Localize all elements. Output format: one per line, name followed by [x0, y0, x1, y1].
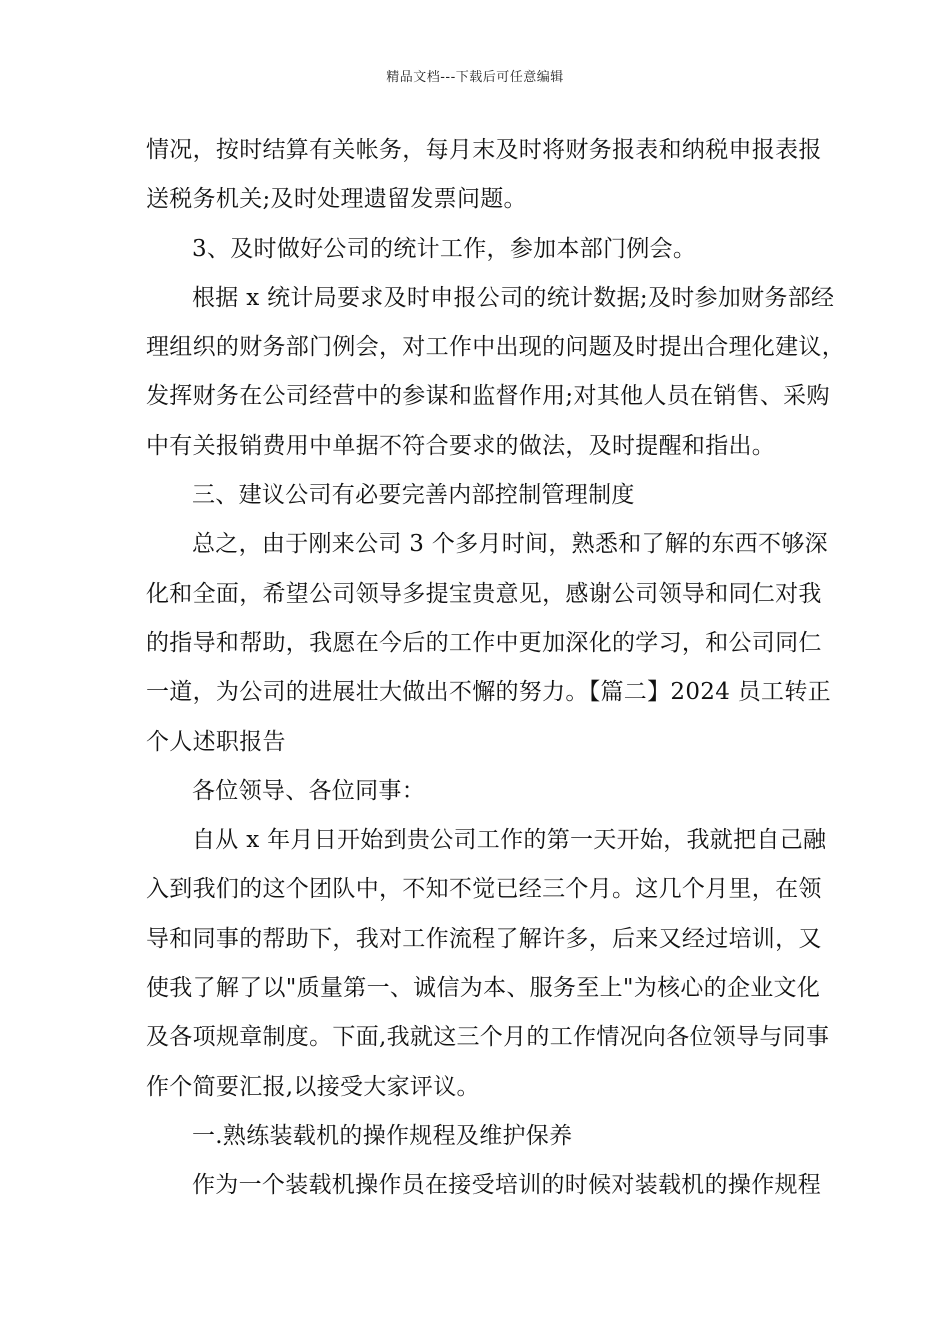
text-line: 及各项规章制度。下面,我就这三个月的工作情况向各位领导与同事	[146, 1024, 830, 1051]
paragraph-first-line: 总之，由于刚来公司 3 个多月时间，熟悉和了解的东西不够深	[192, 531, 828, 558]
text-line: 个人述职报告	[146, 728, 286, 755]
text-line: 发挥财务在公司经营中的参谋和监督作用;对其他人员在销售、采购	[146, 383, 830, 410]
page-header: 精品文档---下载后可任意编辑	[386, 70, 564, 85]
text-line: 送税务机关;及时处理遗留发票问题。	[146, 186, 527, 213]
section-heading: 一.熟练装载机的操作规程及维护保养	[192, 1122, 573, 1149]
paragraph-first-line: 作为一个装载机操作员在接受培训的时候对装载机的操作规程	[192, 1172, 822, 1199]
text-line: 化和全面，希望公司领导多提宝贵意见，感谢公司领导和同仁对我	[146, 580, 822, 607]
text-line: 作个简要汇报,以接受大家评议。	[146, 1073, 480, 1100]
document-body	[146, 126, 845, 1211]
paragraph-first-line: 根据 x 统计局要求及时申报公司的统计数据;及时参加财务部经	[192, 284, 835, 311]
section-heading: 3、及时做好公司的统计工作，参加本部门例会。	[192, 235, 697, 262]
text-line: 的指导和帮助，我愿在今后的工作中更加深化的学习，和公司同仁	[146, 629, 822, 656]
text-line: 一道，为公司的进展壮大做出不懈的努力。【篇二】2024 员工转正	[146, 679, 831, 706]
text-line: 使我了解了以"质量第一、诚信为本、服务至上"为核心的企业文化	[146, 975, 821, 1002]
section-heading: 三、建议公司有必要完善内部控制管理制度	[192, 482, 635, 509]
salutation: 各位领导、各位同事：	[192, 777, 425, 804]
text-line: 理组织的财务部门例会，对工作中出现的问题及时提出合理化建议，	[146, 334, 845, 361]
text-line: 中有关报销费用中单据不符合要求的做法，及时提醒和指出。	[146, 432, 776, 459]
text-line: 导和同事的帮助下，我对工作流程了解许多，后来又经过培训，又	[146, 925, 822, 952]
text-line: 入到我们的这个团队中，不知不觉已经三个月。这几个月里，在领	[146, 876, 822, 903]
paragraph-first-line: 自从 x 年月日开始到贵公司工作的第一天开始，我就把自己融	[192, 827, 827, 854]
text-line: 情况，按时结算有关帐务，每月末及时将财务报表和纳税申报表报	[146, 137, 822, 163]
